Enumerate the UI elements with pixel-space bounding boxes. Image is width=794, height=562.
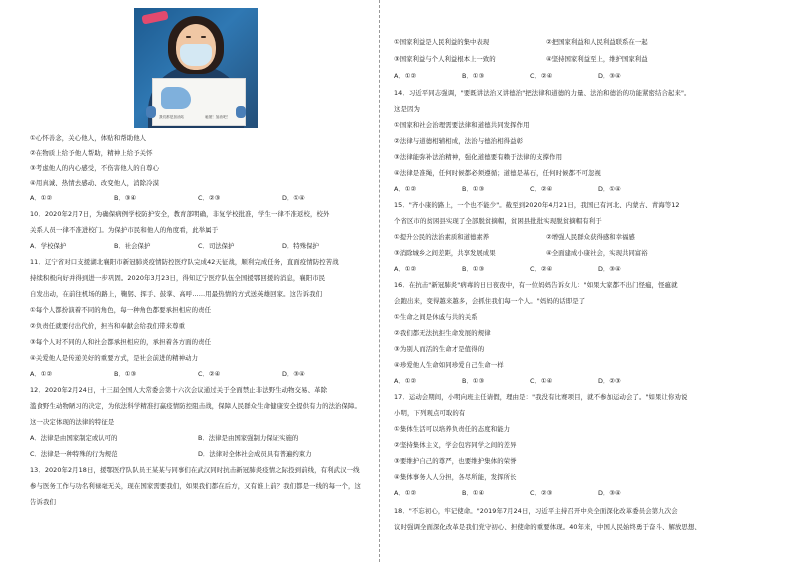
q12-option-a[interactable]: A．法律是由国家制定或认可的: [30, 434, 118, 442]
q16-statement: ③为别人而活的生命才是值得的: [394, 345, 485, 353]
q16-stem: 16．在抗击"新冠肺炎"病毒的日日夜夜中，有一位妈妈告诉女儿："如果大家都不出门怪瘟，怪瘟就: [394, 281, 678, 289]
q13-option-a[interactable]: A．①②: [394, 72, 417, 80]
nurse-photo: [134, 8, 258, 128]
q9-option-a[interactable]: A．①②: [30, 194, 53, 202]
q9-statement: ①心怀善念，关心他人，体贴和帮助他人: [30, 134, 147, 142]
q11-stem: 自发出动，在前往机场的路上，鞠躬、挥手、鼓掌、高呼……用最热情的方式送英雄回家。这告诉我们: [30, 290, 323, 298]
q16-option-d[interactable]: D．②③: [598, 377, 621, 385]
q13-statement: ④坚持国家利益至上，维护国家利益: [546, 55, 648, 63]
q16-option-b[interactable]: B．①③: [462, 377, 485, 385]
q17-statement: ③要维护自己的尊严，也要维护集体的荣誉: [394, 457, 517, 465]
q16-stem: 会跑出来，变得越来越多，会抓住我们每一个人。"妈妈的话即是了: [394, 297, 586, 305]
q12-stem: 12．2020年2月24日，十三届全国人大常委会第十六次会议通过关于全面禁止非法野生动物交易、革除: [30, 386, 328, 394]
q13-statement: ③国家利益与个人利益根本上一致的: [394, 55, 496, 63]
q13-option-d[interactable]: D．③④: [598, 72, 621, 80]
q17-stem: 17．运动会期间，小明向班主任请假，理由是："我没有比赛项目，就不参加运动会了。"如果让你劝说: [394, 393, 688, 401]
face-mask: [180, 44, 212, 66]
q15-stem: 个省区市的贫困县实现了全部脱贫摘帽，贫困县批批实现脱贫摘帽有利于: [394, 217, 602, 225]
q11-stem: 11．辽宁省对口支援湖北襄阳市新冠肺炎疫情防控医疗队完成42天征战，顺利完成任务，直面疫情防控苦战: [30, 258, 339, 266]
q9-option-b[interactable]: B．③④: [114, 194, 137, 202]
photo-eye: [186, 36, 191, 38]
q13-option-b[interactable]: B．①③: [462, 72, 485, 80]
q17-option-d[interactable]: D．③④: [598, 489, 621, 497]
q15-statement: ②增强人民群众获得感和幸福感: [546, 233, 635, 241]
q14-stem: 14．习近平同志强调，"要既讲法治又讲德治"把法律和道德的力量、法治和德治的功能紧密结合起来"。: [394, 89, 691, 97]
q9-statement: ②在物质上给予他人帮助，精神上给予关怀: [30, 149, 153, 157]
q9-option-d[interactable]: D．①④: [282, 194, 305, 202]
q15-statement: ④全面建成小康社会，实现共同富裕: [546, 249, 648, 257]
q17-statement: ②坚持集体主义，学会包容同学之间的差异: [394, 441, 517, 449]
q18-stem: 18．"不忘初心，牢记使命。"2019年7月24日，习近平主持召开中央全面深化改革委员会第九次会: [394, 507, 678, 515]
q10-option-d[interactable]: D．特殊保护: [282, 242, 319, 250]
q15-option-c[interactable]: C．②④: [530, 265, 553, 273]
q15-statement: ①提升公民的法治素质和道德素养: [394, 233, 490, 241]
column-divider: [379, 0, 381, 562]
card-caption: 我们都是加油站: [159, 115, 185, 119]
q14-statement: ①国家和社会治理需要法律和道德共同发挥作用: [394, 121, 530, 129]
q16-statement: ①生命之间是休戚与共的关系: [394, 313, 478, 321]
q11-option-c[interactable]: C．②④: [198, 370, 221, 378]
q17-option-a[interactable]: A．①②: [394, 489, 417, 497]
q9-option-c[interactable]: C．②③: [198, 194, 221, 202]
q16-option-c[interactable]: C．①④: [530, 377, 553, 385]
gloved-hand: [236, 106, 246, 118]
q16-statement: ②我们都无法抗拒生命发展的规律: [394, 329, 491, 337]
q12-option-b[interactable]: B．法律是由国家强制力保证实施的: [198, 434, 299, 442]
q15-statement: ③消除城乡之间差距，共享发展成果: [394, 249, 496, 257]
q11-option-d[interactable]: D．③④: [282, 370, 305, 378]
q13-option-c[interactable]: C．②④: [530, 72, 553, 80]
q12-stem: 滥食野生动物陋习的决定，为依法科学精准打赢疫情防控阻击战，保障人民群众生命健康安全提供有力的法治保障。: [30, 402, 362, 410]
q11-statement: ①每个人都扮演着不同的角色，每一种角色都要承担相应的责任: [30, 306, 212, 314]
q14-statement: ②法律与道德相辅相成，法治与德治相得益彰: [394, 137, 524, 145]
photo-eye: [201, 36, 206, 38]
q15-option-a[interactable]: A．①②: [394, 265, 417, 273]
q14-option-c[interactable]: C．②④: [530, 185, 553, 193]
q14-option-a[interactable]: A．①②: [394, 185, 417, 193]
glove-illustration: [161, 87, 191, 109]
q11-statement: ④关爱他人是传递美好的重要方式，是社会前进的精神动力: [30, 354, 199, 362]
q18-stem: 议时强调全面深化改革是我们党守初心、担使命的重要体现。40年来，中国人民始终勇于奋斗、解放思想、: [394, 523, 701, 531]
q16-statement: ④珍爱他人生命如同珍爱自己生命一样: [394, 361, 504, 369]
q17-statement: ①集体生活可以培养负责任的态度和能力: [394, 425, 511, 433]
q17-stem: 小明，下列观点可取的有: [394, 409, 466, 417]
q10-option-a[interactable]: A．学校保护: [30, 242, 67, 250]
card-caption: 驰援！加油吧！: [205, 115, 231, 119]
q13-stem: 告诉我们: [30, 498, 56, 506]
q12-stem: 这一决定体现的法律的特征是: [30, 418, 115, 426]
q14-statement: ③法律能弥补法治精神，强化道德要有赖于法律的支撑作用: [394, 153, 563, 161]
q9-statement: ④用真诚、热情去感动、改变他人，消除冷漠: [30, 179, 160, 187]
q11-option-a[interactable]: A．①②: [30, 370, 53, 378]
q14-option-b[interactable]: B．①③: [462, 185, 485, 193]
photo-face: [176, 24, 216, 70]
q14-stem: 这是因为: [394, 105, 420, 113]
q17-option-b[interactable]: B．①④: [462, 489, 485, 497]
q15-stem: 15．"齐小康的路上，一个也不能少"。截至到2020年4月21日，我国已有河北、内蒙古、青海等12: [394, 201, 680, 209]
q11-option-b[interactable]: B．①③: [114, 370, 137, 378]
q10-option-b[interactable]: B．社会保护: [114, 242, 151, 250]
q13-stem: 参与医务工作与功名利禄毫无关，现在国家需要我们，如果我们都在后方，又有谁上前？我们都是一线的每一个，这: [30, 482, 362, 490]
q10-stem: 10．2020年2月7日，为确保病例学校防护安全，教育部明确，非复学校批准，学生一律不准返校，校外: [30, 210, 330, 218]
q14-statement: ④法律是准绳，任何时候都必须遵循；道德是基石，任何时候都不可忽视: [394, 169, 602, 177]
q13-statement: ②把国家利益和人民利益联系在一起: [546, 38, 648, 46]
q11-statement: ③每个人对不同的人和社会都承担相应的，承担着各方面的责任: [30, 338, 212, 346]
q17-option-c[interactable]: C．②③: [530, 489, 553, 497]
q9-statement: ③考虑他人的内心感受，不伤害他人的自尊心: [30, 164, 160, 172]
q15-option-b[interactable]: B．①③: [462, 265, 485, 273]
q13-statement: ①国家利益是人民利益的集中表现: [394, 38, 490, 46]
held-card: [152, 78, 246, 126]
q11-statement: ②负责任就要付出代价，担当和奉献会给我们带来尊重: [30, 322, 186, 330]
q15-option-d[interactable]: D．③④: [598, 265, 621, 273]
q10-stem: 关系人员一律不准进校门。为保护市民和他人的角度看，此举属于: [30, 226, 219, 234]
q13-stem: 13．2020年2月18日，援鄂医疗队队员王某某与同事们在武汉同时抗击新冠肺炎疫情之际投到前线，有利武汉一线: [30, 466, 360, 474]
sticker-logo: [141, 10, 168, 24]
q16-option-a[interactable]: A．①②: [394, 377, 417, 385]
q10-option-c[interactable]: C．司法保护: [198, 242, 235, 250]
gloved-hand: [146, 106, 156, 118]
q11-stem: 持续积极向好并得到进一步巩固。2020年3月23日，得知辽宁医疗队伍全国援鄂回援的消息，襄阳市民: [30, 274, 326, 282]
q14-option-d[interactable]: D．①④: [598, 185, 621, 193]
q17-statement: ④集体事务人人分担，各尽所能，发挥所长: [394, 473, 517, 481]
q12-option-c[interactable]: C．法律是一种特殊的行为规范: [30, 450, 118, 458]
q12-option-d[interactable]: D．法律对全体社会成员具有普遍约束力: [198, 450, 312, 458]
